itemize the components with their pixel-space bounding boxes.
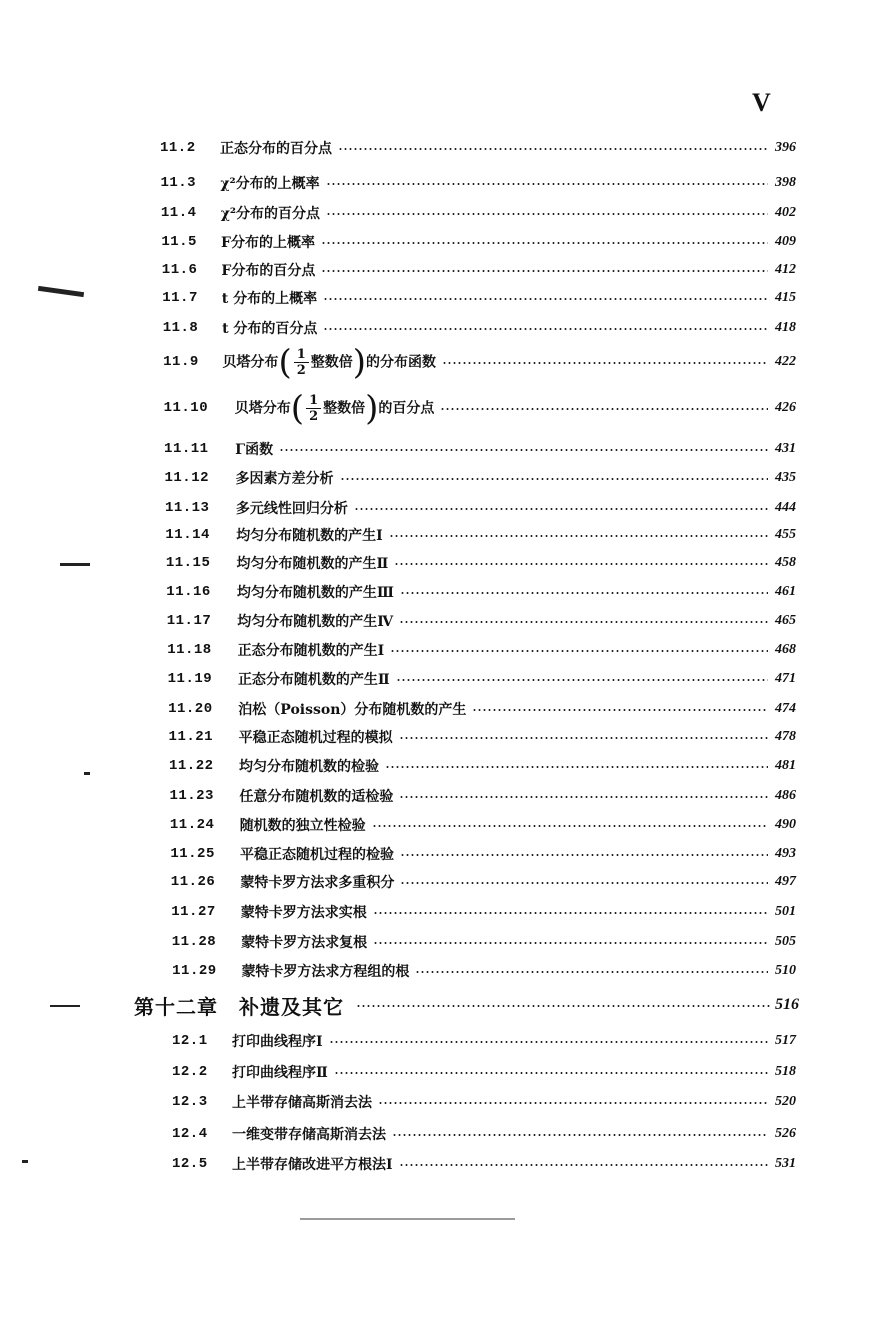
entry-page: 478: [775, 729, 796, 744]
toc-entry: [0, 667, 875, 691]
entry-page: 444: [775, 500, 796, 515]
toc-entry: [0, 437, 875, 461]
entry-title: t 分布的上概率: [221, 291, 318, 307]
entry-page: 501: [775, 904, 796, 919]
entry-page: 409: [775, 234, 796, 249]
page-number: V: [752, 88, 771, 117]
entry-number: 12.4: [172, 1126, 208, 1142]
dot-leader: [394, 563, 768, 565]
entry-title: 蒙特卡罗方法求多重积分: [240, 875, 395, 891]
entry-page: 468: [775, 642, 796, 657]
entry-page: 418: [775, 320, 796, 335]
entry-page: 396: [775, 140, 796, 155]
entry-title: Γ函数: [235, 442, 274, 458]
entry-number: 11.9: [163, 354, 199, 370]
toc-entry: [0, 551, 875, 575]
toc-entry: [0, 930, 875, 954]
entry-page: 493: [775, 846, 796, 861]
dot-leader: [373, 942, 768, 944]
entry-number: 11.11: [164, 441, 209, 457]
toc-entry: [0, 388, 875, 428]
entry-title: 一维变带存储高斯消去法: [232, 1127, 386, 1143]
dot-leader: [321, 270, 768, 272]
dot-leader: [373, 912, 768, 914]
entry-title-part: 贝塔分布: [234, 400, 291, 416]
toc-entry: [0, 286, 875, 310]
entry-title: 蒙特卡罗方法求实根: [240, 905, 367, 921]
fraction-denominator: 2: [309, 408, 319, 424]
entry-number: 11.10: [163, 400, 209, 416]
fraction-numerator: 1: [306, 393, 321, 409]
entry-title-part: 的分布函数: [366, 354, 437, 370]
entry-title: 上半带存储改进平方根法Ⅰ: [232, 1157, 393, 1173]
entry-title: 正态分布随机数的产生Ⅱ: [237, 672, 390, 688]
entry-title: [222, 342, 437, 382]
fraction: [306, 393, 321, 424]
toc-entry: [0, 754, 875, 778]
entry-page: 520: [775, 1094, 796, 1109]
chapter-title: 第十二章 补遗及其它: [134, 994, 344, 1019]
entry-page: 510: [775, 963, 796, 978]
entry-page: 531: [775, 1156, 796, 1171]
toc-entry: [0, 316, 875, 340]
entry-page: 471: [775, 671, 796, 686]
toc-entry: [0, 1152, 875, 1176]
toc-entry: [0, 230, 875, 254]
left-paren: (: [290, 388, 305, 428]
entry-title: 泊松（Poisson）分布随机数的产生: [238, 702, 467, 718]
dot-leader: [378, 1102, 768, 1104]
entry-title: t 分布的百分点: [222, 321, 318, 337]
toc-entry: [0, 638, 875, 662]
entry-number: 11.13: [164, 500, 210, 516]
entry-title: 多因素方差分析: [235, 471, 334, 487]
dot-leader: [323, 328, 768, 330]
dot-leader: [399, 737, 768, 739]
entry-title: [234, 388, 435, 428]
scan-mark: [22, 1160, 28, 1163]
entry-number: 11.17: [166, 613, 212, 629]
entry-page: 422: [775, 354, 796, 369]
entry-number: 11.25: [170, 846, 215, 862]
entry-number: 11.6: [161, 262, 198, 278]
dot-leader: [400, 592, 768, 594]
fraction-denominator: 2: [296, 362, 306, 378]
entry-page: 490: [775, 817, 796, 832]
entry-number: 11.7: [162, 290, 198, 306]
chapter-heading: [0, 991, 875, 1019]
scan-mark: [50, 1005, 80, 1007]
dot-leader: [400, 882, 768, 884]
entry-title: 多元线性回归分析: [235, 501, 348, 517]
toc-entry: [0, 784, 875, 808]
entry-page: 517: [775, 1033, 796, 1048]
dot-leader: [329, 1041, 768, 1043]
entry-title: 均匀分布随机数的产生Ⅰ: [236, 528, 383, 544]
toc-entry: [0, 171, 875, 195]
dot-leader: [338, 148, 768, 150]
entry-page: 486: [775, 788, 796, 803]
entry-number: 11.22: [169, 758, 214, 774]
dot-leader: [396, 679, 768, 681]
entry-page: 398: [775, 175, 796, 190]
dot-leader: [326, 213, 768, 215]
entry-number: 11.21: [168, 729, 214, 745]
entry-page: 431: [775, 441, 796, 456]
entry-title: 均匀分布随机数的检验: [239, 759, 379, 775]
entry-title: 随机数的独立性检验: [239, 818, 366, 834]
entry-page: 461: [775, 584, 796, 599]
entry-title: 均匀分布随机数的产生Ⅳ: [237, 614, 394, 630]
fraction-numerator: 1: [294, 347, 309, 363]
dot-leader: [392, 1134, 768, 1136]
entry-number: 11.26: [170, 874, 216, 890]
scan-mark: [84, 772, 90, 775]
dot-leader: [415, 971, 768, 973]
entry-title: 均匀分布随机数的产生Ⅲ: [236, 585, 394, 601]
entry-number: 11.23: [169, 788, 214, 804]
entry-number: 11.2: [160, 140, 196, 156]
toc-entry: [0, 1060, 875, 1084]
dot-leader: [356, 1005, 770, 1007]
dot-leader: [472, 709, 768, 711]
dot-leader: [399, 621, 768, 623]
entry-number: 11.16: [166, 584, 211, 600]
entry-page: 415: [775, 290, 796, 305]
toc-entry: [0, 1090, 875, 1114]
dot-leader: [440, 408, 768, 410]
entry-title: 蒙特卡罗方法求复根: [241, 935, 368, 951]
dot-leader: [354, 508, 768, 510]
dot-leader: [389, 535, 768, 537]
entry-number: 11.29: [172, 963, 217, 979]
entry-page: 435: [775, 470, 796, 485]
left-paren: (: [278, 342, 292, 382]
toc-entry: [0, 900, 875, 924]
toc-entry: [0, 870, 875, 894]
entry-title: 任意分布随机数的适检验: [239, 789, 394, 805]
entry-number: 12.5: [172, 1156, 208, 1172]
entry-title: 上半带存储高斯消去法: [232, 1095, 372, 1111]
entry-page: 455: [775, 527, 796, 542]
entry-number: 11.8: [162, 320, 199, 336]
entry-number: 12.2: [172, 1064, 208, 1080]
entry-number: 11.5: [161, 234, 197, 250]
entry-page: 426: [775, 400, 796, 415]
chapter-page: 516: [775, 996, 799, 1013]
entry-number: 11.18: [167, 642, 212, 658]
entry-number: 11.14: [165, 527, 210, 543]
toc-entry: [0, 496, 875, 520]
entry-page: 458: [775, 555, 796, 570]
entry-title: 打印曲线程序Ⅰ: [232, 1034, 323, 1050]
entry-number: 11.15: [165, 555, 211, 571]
toc-entry: [0, 258, 875, 282]
entry-number: 11.27: [171, 904, 216, 920]
dot-leader: [340, 478, 769, 480]
entry-number: 12.3: [172, 1094, 208, 1110]
entry-page: 526: [775, 1126, 796, 1141]
entry-title-part: 的百分点: [378, 400, 435, 416]
toc-entry: [0, 201, 875, 225]
entry-page: 497: [775, 874, 796, 889]
entry-title-part: 整数倍: [310, 354, 353, 370]
right-paren: ): [352, 342, 367, 382]
scan-mark: [300, 1218, 515, 1220]
entry-page: 402: [775, 205, 796, 220]
toc-entry: [0, 725, 875, 749]
dot-leader: [385, 766, 768, 768]
dot-leader: [390, 650, 768, 652]
entry-title-part: 贝塔分布: [222, 354, 279, 370]
toc-entry: [0, 136, 875, 160]
dot-leader: [399, 1164, 768, 1166]
fraction: [294, 347, 309, 378]
entry-number: 11.4: [160, 205, 197, 221]
toc-entry: [0, 1122, 875, 1146]
entry-title: 正态分布的百分点: [220, 141, 332, 157]
right-paren: ): [365, 388, 379, 428]
dot-leader: [323, 298, 768, 300]
toc-entry: [0, 609, 875, 633]
entry-number: 11.12: [164, 470, 210, 486]
entry-number: 11.20: [168, 701, 213, 717]
entry-page: 518: [775, 1064, 796, 1079]
toc-entry: [0, 580, 875, 604]
entry-page: 505: [775, 934, 796, 949]
toc-entry: [0, 813, 875, 837]
dot-leader: [321, 242, 768, 244]
entry-title: 蒙特卡罗方法求方程组的根: [241, 964, 410, 980]
dot-leader: [334, 1072, 768, 1074]
entry-title: χ²分布的百分点: [220, 206, 321, 222]
dot-leader: [399, 796, 768, 798]
dot-leader: [372, 825, 768, 827]
entry-title: 平稳正态随机过程的检验: [240, 847, 395, 863]
entry-title: 均匀分布随机数的产生Ⅱ: [236, 556, 389, 572]
toc-entry: [0, 842, 875, 866]
dot-leader: [326, 183, 768, 185]
entry-number: 11.28: [171, 934, 217, 950]
dot-leader: [442, 362, 768, 364]
entry-page: 465: [775, 613, 796, 628]
toc-entry: [0, 697, 875, 721]
entry-title: F分布的百分点: [221, 263, 316, 279]
entry-title-part: 整数倍: [323, 400, 366, 416]
entry-number: 12.1: [172, 1033, 208, 1049]
toc-entry: [0, 523, 875, 547]
toc-entry: [0, 466, 875, 490]
entry-page: 481: [775, 758, 796, 773]
entry-number: 11.24: [169, 817, 215, 833]
entry-number: 11.19: [167, 671, 213, 687]
entry-title: 平稳正态随机过程的模拟: [238, 730, 393, 746]
entry-title: χ²分布的上概率: [220, 176, 320, 192]
entry-page: 474: [775, 701, 796, 716]
toc-entry: [0, 1029, 875, 1053]
entry-title: F分布的上概率: [221, 235, 315, 251]
entry-number: 11.3: [160, 175, 197, 191]
entry-title: 打印曲线程序Ⅱ: [232, 1065, 328, 1081]
scan-mark: [60, 563, 90, 566]
entry-page: 412: [775, 262, 796, 277]
toc-entry: [0, 959, 875, 983]
dot-leader: [400, 854, 768, 856]
toc-entry: [0, 342, 875, 382]
dot-leader: [279, 449, 768, 451]
entry-title: 正态分布随机数的产生Ⅰ: [237, 643, 385, 659]
